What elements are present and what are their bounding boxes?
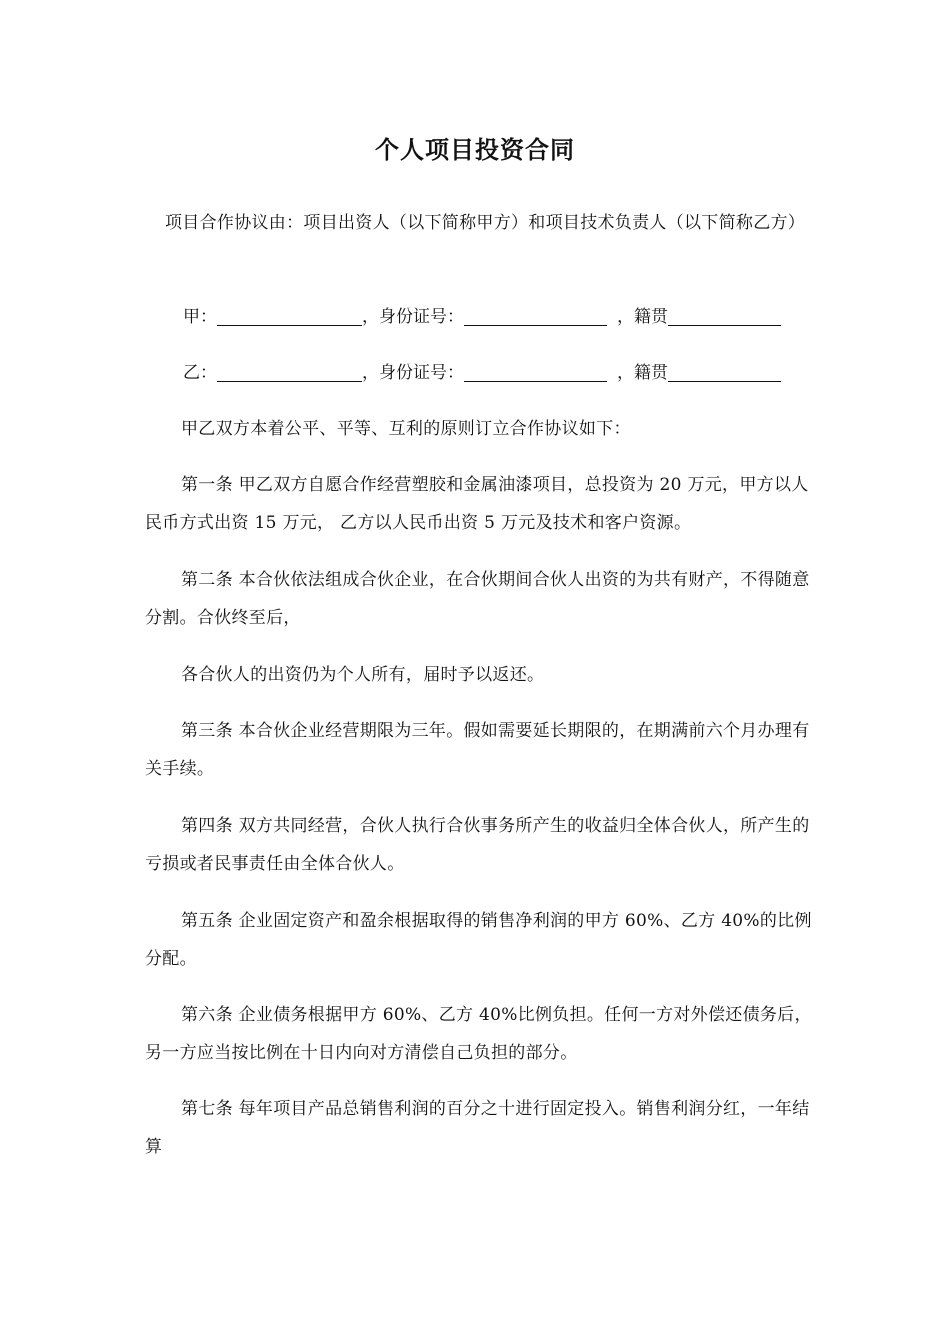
article-1: 第一条 甲乙双方自愿合作经营塑胶和金属油漆项目，总投资为 20 万元，甲方以人民币方式出资 15 万元， 乙方以人民币出资 5 万元及技术和客户资源。: [145, 475, 809, 533]
party-b-row: [183, 358, 823, 388]
party-a-id-field[interactable]: [464, 305, 607, 326]
party-a-label: 甲：: [183, 307, 217, 327]
party-a-origin-label: ，籍贯: [617, 307, 668, 327]
party-b-label: 乙：: [183, 363, 217, 383]
party-b-id-field[interactable]: [464, 361, 607, 382]
party-b-name-field[interactable]: [217, 361, 362, 382]
party-b-origin-field[interactable]: [668, 361, 781, 382]
article-4: 第四条 双方共同经营，合伙人执行合伙事务所产生的收益归全体合伙人，所产生的亏损或者民事责任由全体合伙人。: [145, 816, 810, 874]
party-a-id-label: ，身份证号：: [362, 307, 464, 327]
article-2: 第二条 本合伙依法组成合伙企业，在合伙期间合伙人出资的为共有财产，不得随意分割。合伙终至后，: [145, 570, 810, 628]
article-2-continued: 各合伙人的出资仍为个人所有，届时予以返还。: [181, 665, 545, 685]
principle-paragraph: 甲乙双方本着公平、平等、互利的原则订立合作协议如下：: [181, 419, 631, 439]
party-a-origin-field[interactable]: [668, 305, 781, 326]
party-b-id-label: ，身份证号：: [362, 363, 464, 383]
article-6: 第六条 企业债务根据甲方 60%、乙方 40%比例负担。任何一方对外偿还债务后，另一方应当按比例在十日内向对方清偿自己负担的部分。: [145, 1005, 812, 1063]
page-title: 个人项目投资合同: [375, 135, 575, 164]
article-3: 第三条 本合伙企业经营期限为三年。假如需要延长期限的，在期满前六个月办理有关手续。: [145, 721, 810, 779]
party-a-name-field[interactable]: [217, 305, 362, 326]
party-b-origin-label: ，籍贯: [617, 363, 668, 383]
intro-paragraph: 项目合作协议由：项目出资人（以下简称甲方）和项目技术负责人（以下简称乙方）: [165, 213, 806, 233]
article-7: 第七条 每年项目产品总销售利润的百分之十进行固定投入。销售利润分红，一年结算: [145, 1099, 810, 1157]
party-a-row: [183, 302, 823, 332]
article-5: 第五条 企业固定资产和盈余根据取得的销售净利润的甲方 60%、乙方 40%的比例分配。: [145, 911, 812, 969]
